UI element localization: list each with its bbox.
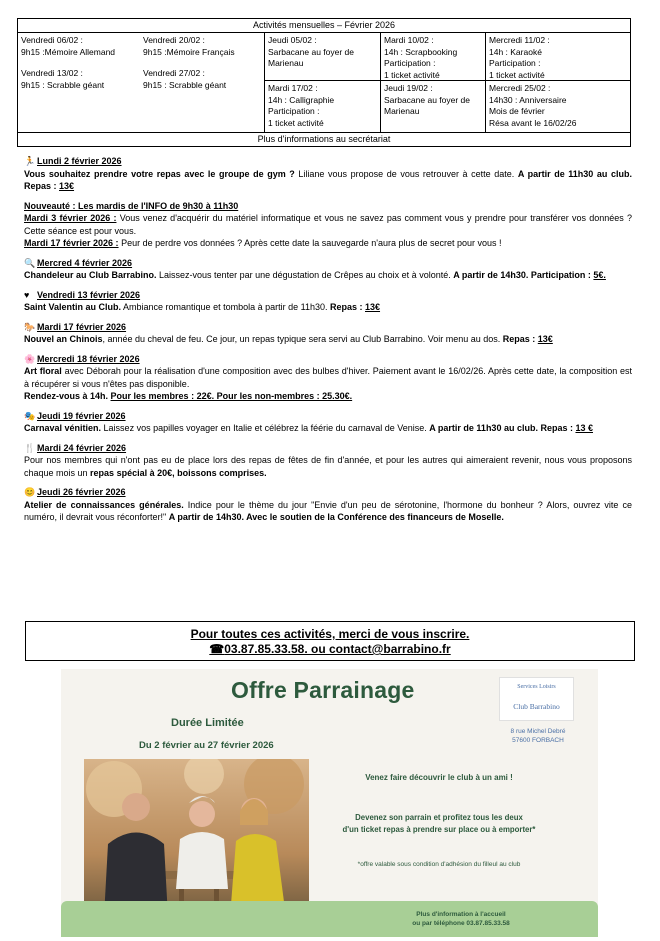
event-date: Jeudi 26 février 2026 [37,487,126,497]
heart-icon: ♥ [24,289,30,300]
calendar-cell: Mardi 17/02 : 14h : Calligraphie Participation : 1 ticket activité [265,81,381,133]
calendar-column-1 [18,33,140,132]
horse-icon: 🐎 [24,321,36,332]
inscription-box [25,621,635,661]
calendar-footer: Plus d'informations au secrétariat [257,134,391,144]
offer-invite: Venez faire découvrir le club à un ami ! [365,773,513,782]
event-date: Lundi 2 février 2026 [37,156,122,166]
event-date: Mardi 17 février 2026 [37,321,127,332]
event-item: 🍴 Mardi 24 février 2026 Pour nos membres qui n'ont pas eu de place lors des repas de fêtes de fin d'année, et pour les autres qui aimeraient revenir, nous vous proposons chaque mois un repas spécial à 20€, boissons comprises. [24,442,632,478]
accueil-info: Plus d'information à l'accueil ou par téléphone 03.87.85.33.58 [412,911,510,927]
event-item: ♥ Vendredi 13 février 2026 Saint Valentin au Club. Ambiance romantique et tombola à partir de 11h30. Repas : 13€ [24,289,381,312]
calendar-line: Vendredi 20/02 : [143,35,205,45]
offer-duration: Durée Limitée [171,717,244,729]
event-item: 🔍 Mercred 4 février 2026 Chandeleur au Club Barrabino. Laissez-vous tenter par une dégustation de Crêpes au choix et à volonté. A partir de 14h30. Participation : 5€. [24,257,606,280]
calendar-line: Vendredi 27/02 : [143,68,205,78]
event-date: Vendredi 13 février 2026 [37,289,141,300]
calendar-cell: Mercredi 11/02 : 14h : Karaoké Participation : 1 ticket activité [486,33,630,81]
offer-condition-note: *offre valable sous condition d'adhésion du filleul au club [357,861,521,868]
calendar-column-2 [140,33,264,132]
event-item: 🐎 Mardi 17 février 2026 Nouvel an Chinois, année du cheval de feu. Ce jour, un repas typique sera servi au Club Barrabino. Voir menu au dos. Repas : 13€ [24,321,553,344]
fork-knife-icon: 🍴 [24,442,36,453]
offer-dates: Du 2 février au 27 février 2026 [139,740,274,751]
offer-description: Devenez son parrain et profitez tous les deux d'un ticket repas à prendre sur place ou à emporter* [342,813,536,834]
calendar-line: 9h15 :Mémoire Allemand [21,46,116,57]
calendar-title: Activités mensuelles – Février 2026 [18,19,630,33]
carnival-mask-icon: 🎭 [24,410,36,421]
magnifier-icon: 🔍 [24,257,36,268]
activities-calendar [17,18,631,147]
referral-offer-banner [61,669,598,937]
calendar-cell: Mercredi 25/02 : 14h30 : Anniversaire Mois de février Résa avant le 16/02/26 [489,83,577,128]
club-logo: Services Loisirs Club Barrabino [499,677,574,721]
club-address: 8 rue Michel Debré 57600 FORBACH [510,728,566,744]
event-item: Nouveauté : Les mardis de l'INFO de 9h30 à 11h30 Mardi 3 février 2026 : Vous venez d'acquérir du matériel informatique et vous ne savez pas comment vous y prendre pour transférer vos données ? Cette séance est pour vous. Mardi 17 février 2026 : Peur de perdre vos données ? Après cette date la sauvegarde n'aura plus de secret pour vous ! [24,200,632,248]
seniors-photo [84,759,309,917]
smiley-icon: 😊 [24,487,36,497]
event-date: Mardi 24 février 2026 [37,442,127,453]
flower-icon: 🌸 [24,353,36,364]
calendar-cell: Jeudi 05/02 : Sarbacane au foyer de Marienau [265,33,381,81]
calendar-line: 9h15 : Scrabble géant [143,79,227,90]
event-date: Mercredi 18 février 2026 [37,353,140,364]
events-list [24,155,632,531]
calendar-cell: Mardi 10/02 : 14h : Scrapbooking Participation : 1 ticket activité [381,33,486,81]
running-icon: 🏃 [24,156,36,166]
event-item: 🎭 Jeudi 19 février 2026 Carnaval vénitien. Laissez vos papilles voyager en Italie et célébrez la féérie du carnaval de Venise. A partir de 11h30 au club. Repas : 13 € [24,410,593,433]
event-date: Jeudi 19 février 2026 [37,410,126,421]
event-item: 🏃 Lundi 2 février 2026 Vous souhaitez prendre votre repas avec le groupe de gym ? Liliane vous propose de vous retrouver à cette date. A partir de 11h30 au club. Repas : 13€ [24,156,632,191]
contact-link[interactable]: 03.87.85.33.58. ou contact@barrabino.fr [224,642,451,656]
inscription-text: Pour toutes ces activités, merci de vous inscrire. [190,627,470,641]
calendar-line: Vendredi 06/02 : [21,35,83,45]
calendar-line: 9h15 :Mémoire Français [143,46,235,57]
calendar-line: Vendredi 13/02 : [21,68,83,78]
calendar-line: 9h15 : Scrabble géant [21,79,105,90]
event-item: 😊 Jeudi 26 février 2026 Atelier de connaissances générales. Indice pour le thème du jour "Envie d'un peu de sérotonine, l'hormone du bonheur ? Alors, ouvrez vite ce numéro, il devrait vous réconforter!" A partir de 14h30. Avec le soutien de la Conférence des financeurs de Moselle. [24,487,632,522]
event-item: 🌸 Mercredi 18 février 2026 Art floral avec Déborah pour la réalisation d'une composition avec des bulbes d'hiver. Paiement avant le 16/02/26. Après cette date, la composition est à récupérer si vous n'êtes pas disponible. Rendez-vous à 14h. Pour les membres : 22€. Pour les non-membres : 25.30€. [24,353,632,401]
phone-icon: ☎ [209,642,225,656]
calendar-cell: Jeudi 19/02 : Sarbacane au foyer de Marienau [381,81,486,133]
offer-title: Offre Parrainage [231,677,415,703]
calendar-grid [264,33,630,132]
event-date: Nouveauté : Les mardis de l'INFO de 9h30 à 11h30 [24,200,239,211]
event-date: Mercred 4 février 2026 [37,257,133,268]
